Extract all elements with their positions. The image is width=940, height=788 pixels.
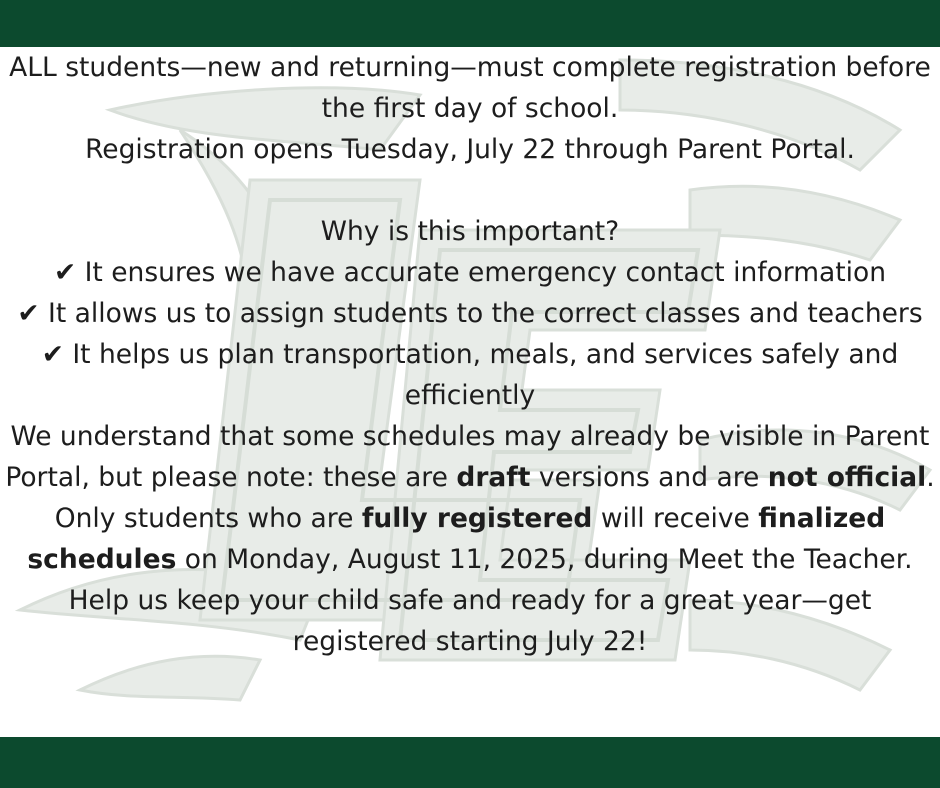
schedule-note-text: versions and are	[530, 462, 768, 493]
checkmark-icon: ✔	[53, 257, 77, 288]
intro-requirement: ALL students—new and returning—must complete registration before the first day of school.	[9, 52, 931, 124]
emphasis-not-official: not official	[767, 462, 927, 493]
reason-item	[0, 293, 940, 334]
bottom-color-band	[0, 737, 940, 788]
emphasis-fully-registered: fully registered	[361, 503, 593, 534]
checkmark-icon: ✔	[41, 339, 64, 370]
closing-message: Help us keep your child safe and ready for a great year—get registered starting July 22!	[68, 585, 872, 657]
top-color-band	[0, 0, 940, 47]
reason-text: It helps us plan transportation, meals, and services safely and efficiently	[72, 339, 899, 411]
reason-item	[0, 334, 940, 416]
why-heading: Why is this important?	[320, 216, 620, 247]
reason-text: It ensures we have accurate emergency contact information	[84, 257, 887, 288]
schedule-note-text: will receive	[592, 503, 759, 534]
reason-text: It allows us to assign students to the correct classes and teachers	[48, 298, 923, 329]
checkmark-icon: ✔	[17, 298, 40, 329]
emphasis-finalized-schedules: finalized schedules	[27, 503, 886, 575]
notice-text-block	[0, 47, 940, 662]
schedule-note	[0, 416, 940, 580]
intro-registration-date: Registration opens Tuesday, July 22 through Parent Portal.	[85, 134, 855, 165]
schedule-note-text: on Monday, August 11, 2025, during Meet the Teacher.	[176, 544, 913, 575]
schedule-note-text: We understand that some schedules may already be visible in Parent Portal, but please note: these are	[5, 421, 930, 493]
reason-item	[0, 252, 940, 293]
emphasis-draft: draft	[456, 462, 531, 493]
spacer	[0, 170, 940, 211]
schedule-note-text: . Only students who are	[54, 462, 935, 534]
